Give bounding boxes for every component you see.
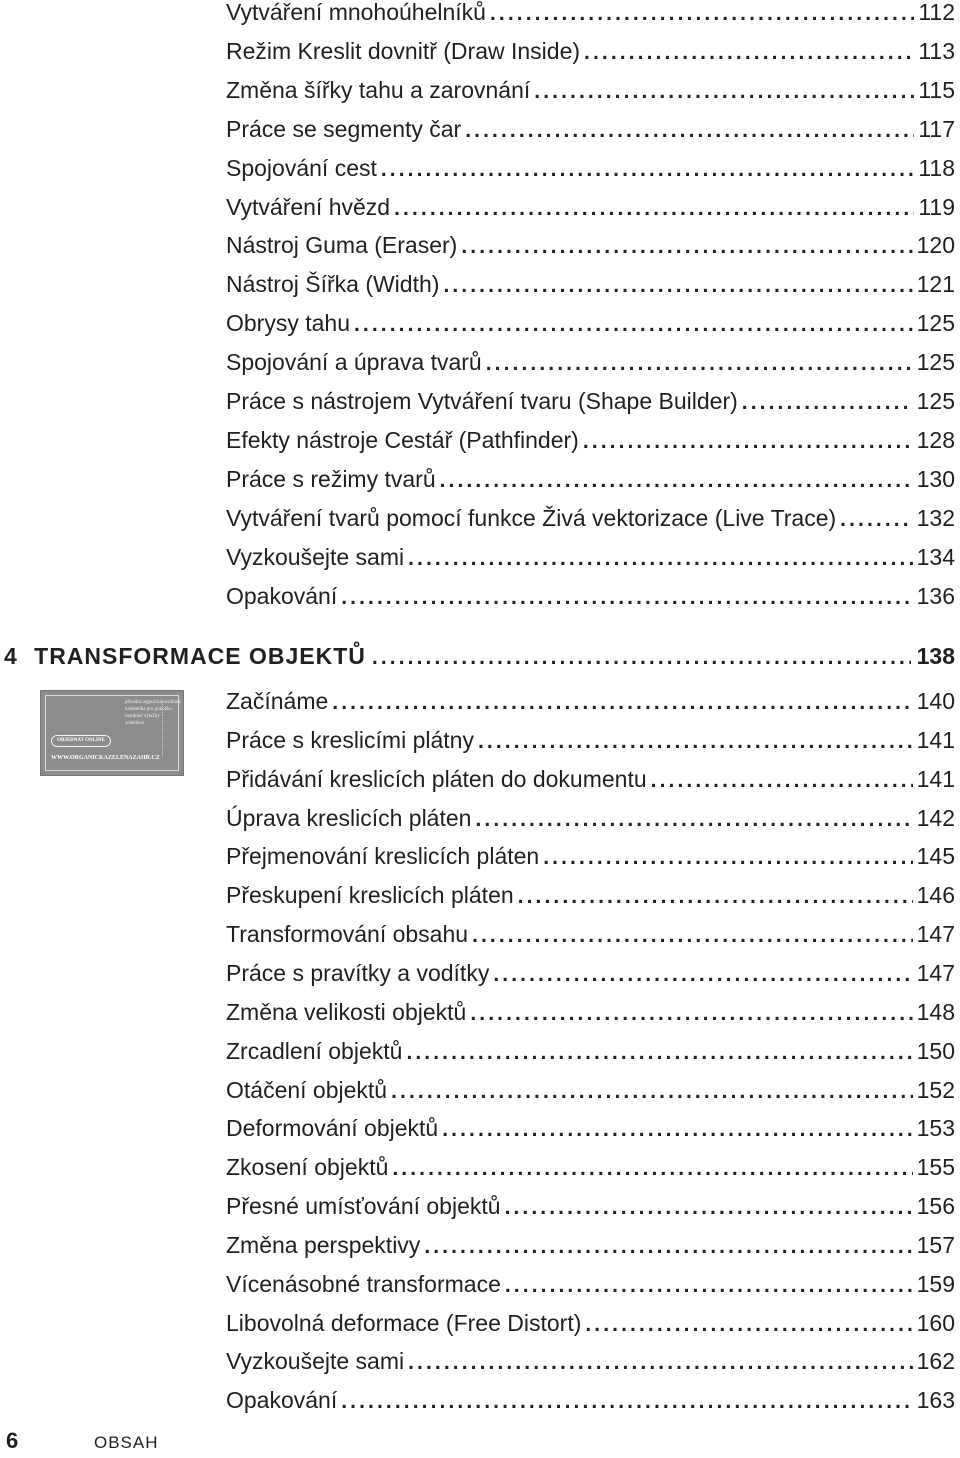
- toc-entry[interactable]: [226, 1346, 955, 1376]
- toc-entry[interactable]: [226, 464, 955, 494]
- toc-entry[interactable]: [226, 1191, 955, 1221]
- toc-entry[interactable]: [226, 919, 955, 949]
- toc-entry-page: 147: [916, 921, 955, 948]
- toc-entry[interactable]: [226, 230, 955, 260]
- dot-leader: [354, 310, 913, 340]
- toc-entry[interactable]: [226, 581, 955, 611]
- dot-leader: [443, 271, 912, 301]
- dot-leader: [742, 388, 913, 418]
- toc-entry[interactable]: [226, 1075, 955, 1105]
- thumbnail-order-button: OBJEDNAT ONLINE: [51, 735, 111, 747]
- toc-entry-title: Práce se segmenty čar: [226, 115, 462, 142]
- toc-entry-title: Režim Kreslit dovnitř (Draw Inside): [226, 37, 581, 64]
- toc-entry[interactable]: [226, 803, 955, 833]
- dot-leader: [584, 38, 914, 68]
- toc-entry-title: Práce s nástrojem Vytváření tvaru (Shape Builder): [226, 388, 738, 414]
- toc-entry-page: 148: [916, 998, 955, 1025]
- thumbnail-url: WWW.ORGANICKAZELENAZAHR.CZ: [51, 755, 160, 761]
- toc-entry-title: Přeskupení kreslicích pláten: [226, 882, 514, 909]
- toc-entry-page: 150: [916, 1037, 955, 1064]
- toc-entry-page: 117: [918, 115, 955, 142]
- toc-entry-page: 152: [916, 1076, 955, 1103]
- toc-entry-page: 119: [918, 193, 955, 220]
- toc-entry-title: Vyzkoušejte sami: [226, 543, 405, 570]
- toc-entry-title: Libovolná deformace (Free Distort): [226, 1309, 582, 1336]
- toc-entry-title: Nástroj Guma (Eraser): [226, 232, 458, 259]
- dot-leader: [408, 544, 913, 574]
- toc-entry[interactable]: [226, 114, 955, 144]
- toc-entry[interactable]: [226, 308, 955, 338]
- dot-leader: [391, 1077, 913, 1107]
- toc-entry-page: 160: [916, 1309, 955, 1336]
- dot-leader: [465, 116, 914, 146]
- dot-leader: [470, 999, 912, 1029]
- toc-entry[interactable]: [226, 425, 955, 455]
- toc-entry-page: 115: [918, 76, 955, 103]
- dot-leader: [583, 427, 913, 457]
- toc-entry-page: 145: [916, 843, 955, 870]
- dot-leader: [372, 643, 911, 673]
- dot-leader: [440, 466, 913, 496]
- dot-leader: [381, 155, 914, 185]
- toc-entry-page: 120: [916, 232, 955, 259]
- toc-entry-title: Změna velikosti objektů: [226, 998, 467, 1025]
- toc-entry[interactable]: [226, 503, 955, 533]
- chapter-heading[interactable]: [0, 641, 955, 671]
- toc-entry-title: Otáčení objektů: [226, 1076, 388, 1103]
- toc-entry-title: Transformování obsahu: [226, 921, 469, 948]
- toc-entry-page: 125: [916, 349, 955, 376]
- thumbnail-decoration: [162, 701, 177, 757]
- page-number: 6: [6, 1428, 19, 1453]
- toc-entry[interactable]: [226, 1385, 955, 1415]
- toc-entry-page: 162: [916, 1348, 955, 1375]
- dot-leader: [493, 960, 912, 990]
- toc-entry[interactable]: [226, 1269, 955, 1299]
- toc-entry-title: Začínáme: [226, 688, 329, 714]
- toc-entry-page: 121: [916, 271, 955, 298]
- toc-entry-page: 153: [916, 1115, 955, 1142]
- toc-entry-title: Zrcadlení objektů: [226, 1037, 403, 1064]
- toc-entry-title: Obrysy tahu: [226, 310, 350, 337]
- toc-entry-page: 146: [916, 882, 955, 909]
- toc-entry[interactable]: [226, 880, 955, 910]
- toc-entry[interactable]: [226, 958, 955, 988]
- dot-leader: [341, 1387, 912, 1417]
- toc-entry-page: 118: [918, 154, 955, 181]
- toc-entry-page: 125: [916, 310, 955, 337]
- toc-entry-page: 128: [916, 426, 955, 453]
- page-footer: [0, 1428, 159, 1458]
- dot-leader: [840, 505, 912, 535]
- dot-leader: [332, 688, 912, 718]
- toc-entry-title: Vytváření mnohoúhelníků: [226, 0, 486, 25]
- dot-leader: [406, 1038, 912, 1068]
- toc-entry-title: Vytváření hvězd: [226, 193, 391, 220]
- toc-entry[interactable]: [226, 0, 955, 27]
- toc-entry-title: Spojování cest: [226, 154, 377, 181]
- dot-leader: [461, 232, 912, 262]
- toc-entry[interactable]: [226, 997, 955, 1027]
- dot-leader: [478, 727, 913, 757]
- toc-entry[interactable]: [226, 347, 955, 377]
- dot-leader: [505, 1271, 913, 1301]
- dot-leader: [475, 805, 912, 835]
- toc-entry-title: Vytváření tvarů pomocí funkce Živá vektorizace (Live Trace): [226, 504, 837, 531]
- toc-entry[interactable]: [226, 1230, 955, 1260]
- toc-entry-title: Přesné umísťování objektů: [226, 1193, 501, 1220]
- toc-entry[interactable]: [226, 764, 955, 794]
- toc-entry[interactable]: [226, 841, 955, 871]
- dot-leader: [518, 882, 913, 912]
- toc-entry[interactable]: [226, 192, 955, 222]
- dot-leader: [341, 583, 912, 613]
- toc-entry-page: 147: [916, 959, 955, 986]
- section-label: OBSAH: [94, 1433, 159, 1452]
- toc-entry-title: Změna perspektivy: [226, 1231, 421, 1258]
- toc-entry-title: Přidávání kreslicích pláten do dokumentu: [226, 765, 647, 792]
- dot-leader: [442, 1115, 912, 1145]
- toc-entry-page: 159: [916, 1270, 955, 1297]
- toc-entry[interactable]: [226, 36, 955, 66]
- dot-leader: [424, 1232, 912, 1262]
- dot-leader: [534, 77, 914, 107]
- thumbnail-tagline: přírodní organická rostlinná kosmetika pro pokožku · rostlinné výtažky · zeleninou: [125, 700, 181, 726]
- toc-entry[interactable]: [226, 386, 955, 416]
- toc-entry[interactable]: [226, 686, 955, 716]
- toc-entry-page: 130: [916, 465, 955, 492]
- toc-entry[interactable]: [226, 153, 955, 183]
- toc-entry-page: 157: [916, 1231, 955, 1258]
- toc-entry-page: 136: [916, 582, 955, 609]
- chapter-number: 4: [4, 643, 17, 669]
- toc-entry-title: Opakování: [226, 582, 338, 609]
- dot-leader: [490, 0, 914, 29]
- toc-entry[interactable]: [226, 1113, 955, 1143]
- toc-entry-page: 140: [916, 688, 955, 714]
- toc-entry-title: Změna šířky tahu a zarovnání: [226, 76, 531, 103]
- toc-entry-page: 141: [916, 765, 955, 792]
- dot-leader: [543, 843, 912, 873]
- toc-entry[interactable]: [226, 725, 955, 755]
- toc-entry-title: Nástroj Šířka (Width): [226, 271, 440, 298]
- toc-entry[interactable]: [226, 1308, 955, 1338]
- dot-leader: [392, 1154, 912, 1184]
- toc-entry-title: Spojování a úprava tvarů: [226, 349, 482, 376]
- toc-entry-title: Zkosení objektů: [226, 1154, 389, 1181]
- dot-leader: [408, 1348, 913, 1378]
- chapter-thumbnail: [40, 690, 184, 776]
- toc-entry-page: 132: [916, 504, 955, 531]
- toc-entry-page: 142: [916, 804, 955, 831]
- dot-leader: [472, 921, 913, 951]
- toc-entry-page: 113: [918, 37, 955, 64]
- dot-leader: [651, 766, 913, 796]
- chapter-title: TRANSFORMACE OBJEKTŮ: [34, 643, 366, 669]
- toc-entry-title: Efekty nástroje Cestář (Pathfinder): [226, 426, 579, 453]
- toc-entry-title: Přejmenování kreslicích pláten: [226, 843, 540, 870]
- dot-leader: [394, 194, 914, 224]
- toc-entry[interactable]: [226, 1036, 955, 1066]
- toc-entry-page: 141: [916, 726, 955, 753]
- toc-entry-title: Vícenásobné transformace: [226, 1270, 501, 1297]
- dot-leader: [505, 1193, 913, 1223]
- toc-entry[interactable]: [226, 542, 955, 572]
- toc-entry-page: 156: [916, 1193, 955, 1220]
- toc-entry-page: 163: [916, 1387, 955, 1414]
- toc-entry-title: Práce s režimy tvarů: [226, 465, 436, 492]
- toc-entry-page: 155: [916, 1154, 955, 1181]
- toc-entry-title: Práce s kreslicími plátny: [226, 726, 474, 753]
- dot-leader: [486, 349, 913, 379]
- chapter-page: 138: [916, 643, 955, 669]
- toc-entry-page: 134: [916, 543, 955, 570]
- toc-entry-title: Práce s pravítky a vodítky: [226, 959, 490, 986]
- toc-entry[interactable]: [226, 1152, 955, 1182]
- toc-entry[interactable]: [226, 269, 955, 299]
- toc-entry-title: Vyzkoušejte sami: [226, 1348, 405, 1375]
- toc-entry-title: Deformování objektů: [226, 1115, 439, 1142]
- toc-entry-page: 125: [916, 388, 955, 414]
- toc-entry-title: Opakování: [226, 1387, 338, 1414]
- dot-leader: [585, 1310, 912, 1340]
- toc-entry-title: Úprava kreslicích pláten: [226, 804, 472, 831]
- toc-entry-page: 112: [918, 0, 955, 25]
- toc-entry[interactable]: [226, 75, 955, 105]
